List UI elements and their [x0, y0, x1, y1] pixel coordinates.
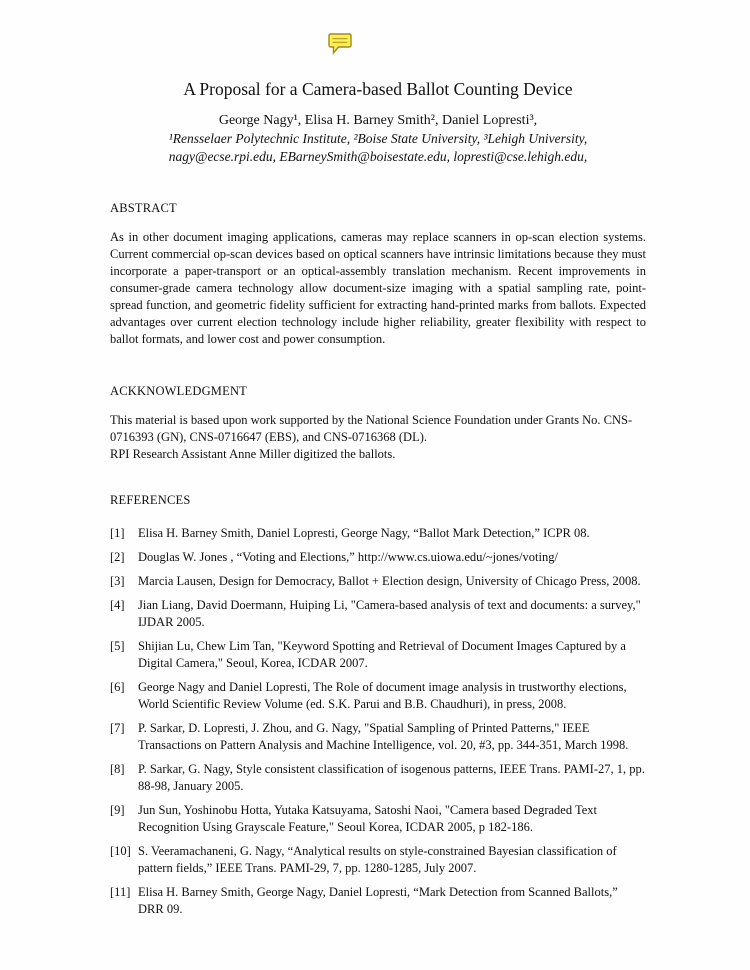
reference-text: P. Sarkar, G. Nagy, Style consistent classification of isogenous patterns, IEEE Trans. PAMI-27, 1, pp. 88-98, January 2005.	[138, 762, 645, 793]
reference-text: George Nagy and Daniel Lopresti, The Role of document image analysis in trustworthy elections, World Scientific Review Volume (ed. S.K. Parui and B.B. Chaudhuri), in press, 2008.	[138, 680, 627, 711]
reference-number: [4]	[110, 598, 125, 612]
reference-text: Jun Sun, Yoshinobu Hotta, Yutaka Katsuyama, Satoshi Naoi, "Camera based Degraded Text Recognition Using Grayscale Feature," Seoul Korea, ICDAR 2005, p 182-186.	[138, 803, 598, 834]
reference-item	[110, 761, 646, 795]
reference-number: [2]	[110, 550, 125, 564]
reference-text: S. Veeramachaneni, G. Nagy, “Analytical results on style-constrained Bayesian classification of pattern fields,” IEEE Trans. PAMI-29, 7, pp. 1280-1285, July 2007.	[138, 844, 617, 875]
reference-number: [8]	[110, 762, 125, 776]
reference-item	[110, 549, 646, 566]
reference-number: [9]	[110, 803, 125, 817]
reference-item	[110, 573, 646, 590]
reference-text: Marcia Lausen, Design for Democracy, Ballot + Election design, University of Chicago Press, 2008.	[138, 574, 641, 588]
reference-item	[110, 720, 646, 754]
comment-icon	[327, 32, 353, 56]
reference-number: [6]	[110, 680, 125, 694]
reference-text: Jian Liang, David Doermann, Huiping Li, "Camera-based analysis of text and documents: a survey," IJDAR 2005.	[138, 598, 641, 629]
reference-text: Elisa H. Barney Smith, George Nagy, Daniel Lopresti, “Mark Detection from Scanned Ballots,” DRR 09.	[138, 885, 618, 916]
affiliations-line: ¹Rensselaer Polytechnic Institute, ²Boise State University, ³Lehigh University,	[168, 131, 588, 146]
reference-number: [11]	[110, 885, 131, 899]
reference-text: Douglas W. Jones , “Voting and Elections,” http://www.cs.uiowa.edu/~jones/voting/	[138, 550, 558, 564]
reference-text: Shijian Lu, Chew Lim Tan, "Keyword Spotting and Retrieval of Document Images Captured by a Digital Camera," Seoul, Korea, ICDAR 2007.	[138, 639, 626, 670]
annotation-row	[110, 32, 646, 56]
emails-line: nagy@ecse.rpi.edu, EBarneySmith@boisestate.edu, lopresti@cse.lehigh.edu,	[168, 148, 588, 164]
reference-item	[110, 802, 646, 836]
reference-number: [3]	[110, 574, 125, 588]
authors-line: George Nagy¹, Elisa H. Barney Smith², Daniel Lopresti³,	[218, 113, 538, 128]
acknowledgment-block	[110, 412, 646, 463]
reference-number: [10]	[110, 844, 131, 858]
acknowledgment-text-2: RPI Research Assistant Anne Miller digitized the ballots.	[110, 447, 396, 461]
reference-item	[110, 525, 646, 542]
reference-item	[110, 638, 646, 672]
reference-item	[110, 843, 646, 877]
reference-item	[110, 597, 646, 631]
acknowledgment-text-1: This material is based upon work supported by the National Science Foundation under Grants No. CNS-0716393 (GN), CNS-0716647 (EBS), and CNS-0716368 (DL).	[110, 413, 633, 444]
reference-item	[110, 679, 646, 713]
references-heading: REFERENCES	[110, 493, 191, 507]
paper-title: A Proposal for a Camera-based Ballot Counting Device	[183, 79, 573, 99]
reference-number: [1]	[110, 526, 125, 540]
reference-number: [5]	[110, 639, 125, 653]
comment-annotation-icon[interactable]	[327, 32, 353, 56]
reference-text: P. Sarkar, D. Lopresti, J. Zhou, and G. Nagy, "Spatial Sampling of Printed Patterns," IEEE Transactions on Pattern Analysis and Machine Intelligence, vol. 20, #3, pp. 344-351, March 1998.	[138, 721, 629, 752]
abstract-heading: ABSTRACT	[110, 201, 177, 215]
acknowledgment-heading: ACKKNOWLEDGMENT	[110, 384, 248, 398]
reference-item	[110, 884, 646, 918]
reference-number: [7]	[110, 721, 125, 735]
references-list	[110, 525, 646, 918]
reference-text: Elisa H. Barney Smith, Daniel Lopresti, George Nagy, “Ballot Mark Detection,” ICPR 08.	[138, 526, 590, 540]
abstract-text: As in other document imaging applications, cameras may replace scanners in op-scan election systems. Current commercial op-scan devices based on optical scanners have intrinsic limitations because they must incorporate a paper-transport or an optical-assembly translation mechanism. Recent improvements in consumer-grade camera technology allow document-size imaging with a spatial sampling rate, point-spread function, and geometric fidelity sufficient for extracting hand-printed marks from ballots. Expected advantages over current election technology include higher reliability, greater flexibility with respect to ballot formats, and lower cost and power consumption.	[110, 230, 646, 346]
